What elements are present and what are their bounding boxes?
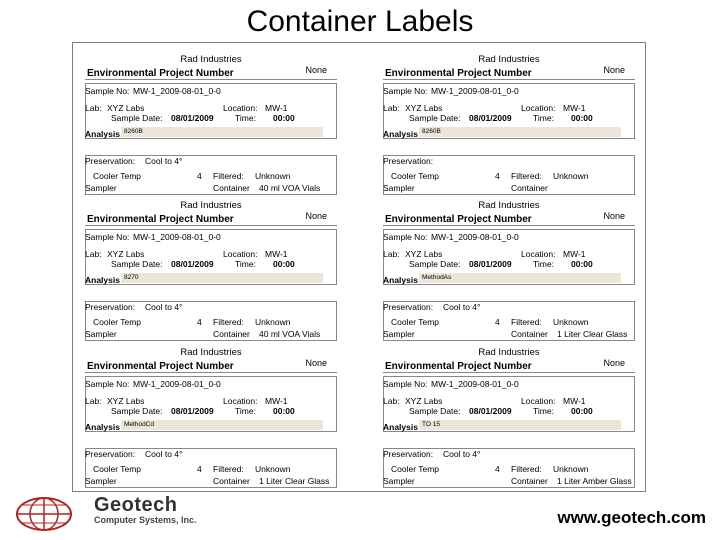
sampler-label: Sampler	[383, 476, 415, 486]
company-name: Rad Industries	[478, 347, 540, 358]
sample-no-label: Sample No:	[85, 232, 130, 242]
analysis-value: TO 15	[419, 420, 621, 430]
filtered-label: Filtered:	[213, 317, 244, 327]
sampler-label: Sampler	[383, 329, 415, 339]
container-label: Container	[213, 329, 250, 339]
cooler-temp-value: 4	[197, 171, 202, 181]
preservation-value: Cool to 4°	[443, 302, 481, 312]
container-label: Container	[511, 329, 548, 339]
time-value: 00:00	[273, 113, 295, 123]
lab-label: Lab:	[383, 396, 400, 406]
sampler-label: Sampler	[383, 183, 415, 193]
time-label: Time:	[533, 259, 554, 269]
project-number-label: Environmental Project Number	[87, 214, 234, 225]
container-value: 40 ml VOA Vials	[259, 329, 321, 339]
filtered-label: Filtered:	[511, 171, 542, 181]
preservation-label: Preservation:	[383, 156, 434, 166]
container-label: Container	[213, 183, 250, 193]
preservation-label: Preservation:	[85, 449, 136, 459]
sample-no-value: MW-1_2009-08-01_0-0	[431, 232, 519, 242]
sample-date-value: 08/01/2009	[171, 113, 214, 123]
cooler-temp-value: 4	[495, 464, 500, 474]
lab-label: Lab:	[85, 103, 102, 113]
analysis-value: 8260B	[419, 127, 621, 137]
project-row	[383, 65, 635, 80]
filtered-value: Unknown	[553, 317, 589, 327]
project-number-value: None	[305, 358, 327, 368]
analysis-label: Analysis	[85, 129, 120, 139]
project-number-label: Environmental Project Number	[385, 68, 532, 79]
sample-no-label: Sample No:	[85, 86, 130, 96]
cooler-temp-label: Cooler Temp	[391, 464, 440, 474]
sample-date-value: 08/01/2009	[469, 113, 512, 123]
company-name: Rad Industries	[478, 54, 540, 65]
time-value: 00:00	[571, 113, 593, 123]
project-number-value: None	[603, 211, 625, 221]
preservation-label: Preservation:	[85, 156, 136, 166]
location-value: MW-1	[563, 249, 586, 259]
filtered-value: Unknown	[553, 464, 589, 474]
analysis-label: Analysis	[85, 422, 120, 432]
sample-date-label: Sample Date:	[409, 406, 461, 416]
analysis-label: Analysis	[85, 275, 120, 285]
location-label: Location:	[521, 249, 556, 259]
lab-value: XYZ Labs	[107, 396, 145, 406]
project-number-label: Environmental Project Number	[87, 361, 234, 372]
location-value: MW-1	[563, 396, 586, 406]
analysis-value: MethodAs	[419, 273, 621, 283]
label-sheet	[72, 42, 646, 492]
filtered-label: Filtered:	[213, 464, 244, 474]
project-row	[85, 358, 337, 373]
project-number-label: Environmental Project Number	[385, 214, 532, 225]
container-label: Container	[511, 183, 548, 193]
container-label: Container	[511, 476, 548, 486]
cooler-temp-label: Cooler Temp	[391, 317, 440, 327]
filtered-value: Unknown	[255, 464, 291, 474]
sample-no-value: MW-1_2009-08-01_0-0	[133, 232, 221, 242]
container-label-card	[77, 45, 345, 193]
location-value: MW-1	[563, 103, 586, 113]
sample-date-label: Sample Date:	[111, 113, 163, 123]
sample-date-value: 08/01/2009	[469, 259, 512, 269]
sample-no-label: Sample No:	[383, 232, 428, 242]
location-value: MW-1	[265, 103, 288, 113]
sample-no-value: MW-1_2009-08-01_0-0	[431, 86, 519, 96]
analysis-value: 8260B	[121, 127, 323, 137]
cooler-temp-value: 4	[197, 317, 202, 327]
filtered-label: Filtered:	[213, 171, 244, 181]
preservation-value: Cool to 4°	[145, 302, 183, 312]
project-number-label: Environmental Project Number	[385, 361, 532, 372]
container-label-card	[77, 191, 345, 339]
cooler-temp-value: 4	[197, 464, 202, 474]
lab-label: Lab:	[383, 103, 400, 113]
sampler-label: Sampler	[85, 183, 117, 193]
preservation-label: Preservation:	[85, 302, 136, 312]
project-number-value: None	[603, 65, 625, 75]
lab-value: XYZ Labs	[405, 249, 443, 259]
preservation-value: Cool to 4°	[145, 449, 183, 459]
location-label: Location:	[521, 396, 556, 406]
filtered-value: Unknown	[255, 317, 291, 327]
website-url: www.geotech.com	[557, 508, 706, 527]
project-row	[383, 211, 635, 226]
project-number-value: None	[305, 65, 327, 75]
sample-date-label: Sample Date:	[409, 113, 461, 123]
sample-date-value: 08/01/2009	[469, 406, 512, 416]
analysis-label: Analysis	[383, 275, 418, 285]
company-logo-name: Geotech	[94, 494, 178, 516]
time-value: 00:00	[571, 406, 593, 416]
time-label: Time:	[235, 406, 256, 416]
preservation-label: Preservation:	[383, 302, 434, 312]
location-value: MW-1	[265, 396, 288, 406]
geotech-logo-icon	[14, 494, 74, 534]
lab-label: Lab:	[383, 249, 400, 259]
analysis-label: Analysis	[383, 129, 418, 139]
time-label: Time:	[235, 113, 256, 123]
time-value: 00:00	[571, 259, 593, 269]
cooler-temp-label: Cooler Temp	[391, 171, 440, 181]
lab-value: XYZ Labs	[405, 103, 443, 113]
project-row	[85, 211, 337, 226]
time-value: 00:00	[273, 259, 295, 269]
cooler-temp-label: Cooler Temp	[93, 171, 142, 181]
container-label-card	[375, 191, 643, 339]
analysis-value: 8270	[121, 273, 323, 283]
sample-no-label: Sample No:	[383, 379, 428, 389]
project-row	[85, 65, 337, 80]
company-name: Rad Industries	[180, 200, 242, 211]
container-label: Container	[213, 476, 250, 486]
company-name: Rad Industries	[180, 54, 242, 65]
sample-date-label: Sample Date:	[409, 259, 461, 269]
location-label: Location:	[223, 103, 258, 113]
page-title: Container Labels	[246, 5, 474, 38]
preservation-label: Preservation:	[383, 449, 434, 459]
analysis-value: MethodCd	[121, 420, 323, 430]
project-row	[383, 358, 635, 373]
lab-value: XYZ Labs	[405, 396, 443, 406]
cooler-temp-value: 4	[495, 317, 500, 327]
lab-label: Lab:	[85, 249, 102, 259]
sample-date-value: 08/01/2009	[171, 406, 214, 416]
time-label: Time:	[533, 113, 554, 123]
cooler-temp-value: 4	[495, 171, 500, 181]
time-label: Time:	[533, 406, 554, 416]
filtered-label: Filtered:	[511, 317, 542, 327]
analysis-label: Analysis	[383, 422, 418, 432]
container-label-card	[375, 45, 643, 193]
location-label: Location:	[223, 396, 258, 406]
container-value: 1 Liter Amber Glass	[557, 476, 632, 486]
container-label-card	[375, 338, 643, 486]
preservation-value: Cool to 4°	[145, 156, 183, 166]
sample-no-label: Sample No:	[85, 379, 130, 389]
lab-value: XYZ Labs	[107, 249, 145, 259]
sampler-label: Sampler	[85, 476, 117, 486]
filtered-value: Unknown	[553, 171, 589, 181]
sample-no-value: MW-1_2009-08-01_0-0	[431, 379, 519, 389]
company-name: Rad Industries	[478, 200, 540, 211]
filtered-label: Filtered:	[511, 464, 542, 474]
sample-no-value: MW-1_2009-08-01_0-0	[133, 379, 221, 389]
sample-date-label: Sample Date:	[111, 406, 163, 416]
container-value: 40 ml VOA Vials	[259, 183, 321, 193]
lab-label: Lab:	[85, 396, 102, 406]
time-value: 00:00	[273, 406, 295, 416]
sample-no-label: Sample No:	[383, 86, 428, 96]
location-label: Location:	[223, 249, 258, 259]
container-value: 1 Liter Clear Glass	[259, 476, 330, 486]
location-value: MW-1	[265, 249, 288, 259]
company-name: Rad Industries	[180, 347, 242, 358]
cooler-temp-label: Cooler Temp	[93, 464, 142, 474]
project-number-label: Environmental Project Number	[87, 68, 234, 79]
time-label: Time:	[235, 259, 256, 269]
sampler-label: Sampler	[85, 329, 117, 339]
container-label-card	[77, 338, 345, 486]
project-number-value: None	[305, 211, 327, 221]
project-number-value: None	[603, 358, 625, 368]
lab-value: XYZ Labs	[107, 103, 145, 113]
filtered-value: Unknown	[255, 171, 291, 181]
container-value: 1 Liter Clear Glass	[557, 329, 628, 339]
location-label: Location:	[521, 103, 556, 113]
sample-date-value: 08/01/2009	[171, 259, 214, 269]
sample-date-label: Sample Date:	[111, 259, 163, 269]
sample-no-value: MW-1_2009-08-01_0-0	[133, 86, 221, 96]
cooler-temp-label: Cooler Temp	[93, 317, 142, 327]
preservation-value: Cool to 4°	[443, 449, 481, 459]
company-logo-subtitle: Computer Systems, Inc.	[94, 515, 197, 525]
